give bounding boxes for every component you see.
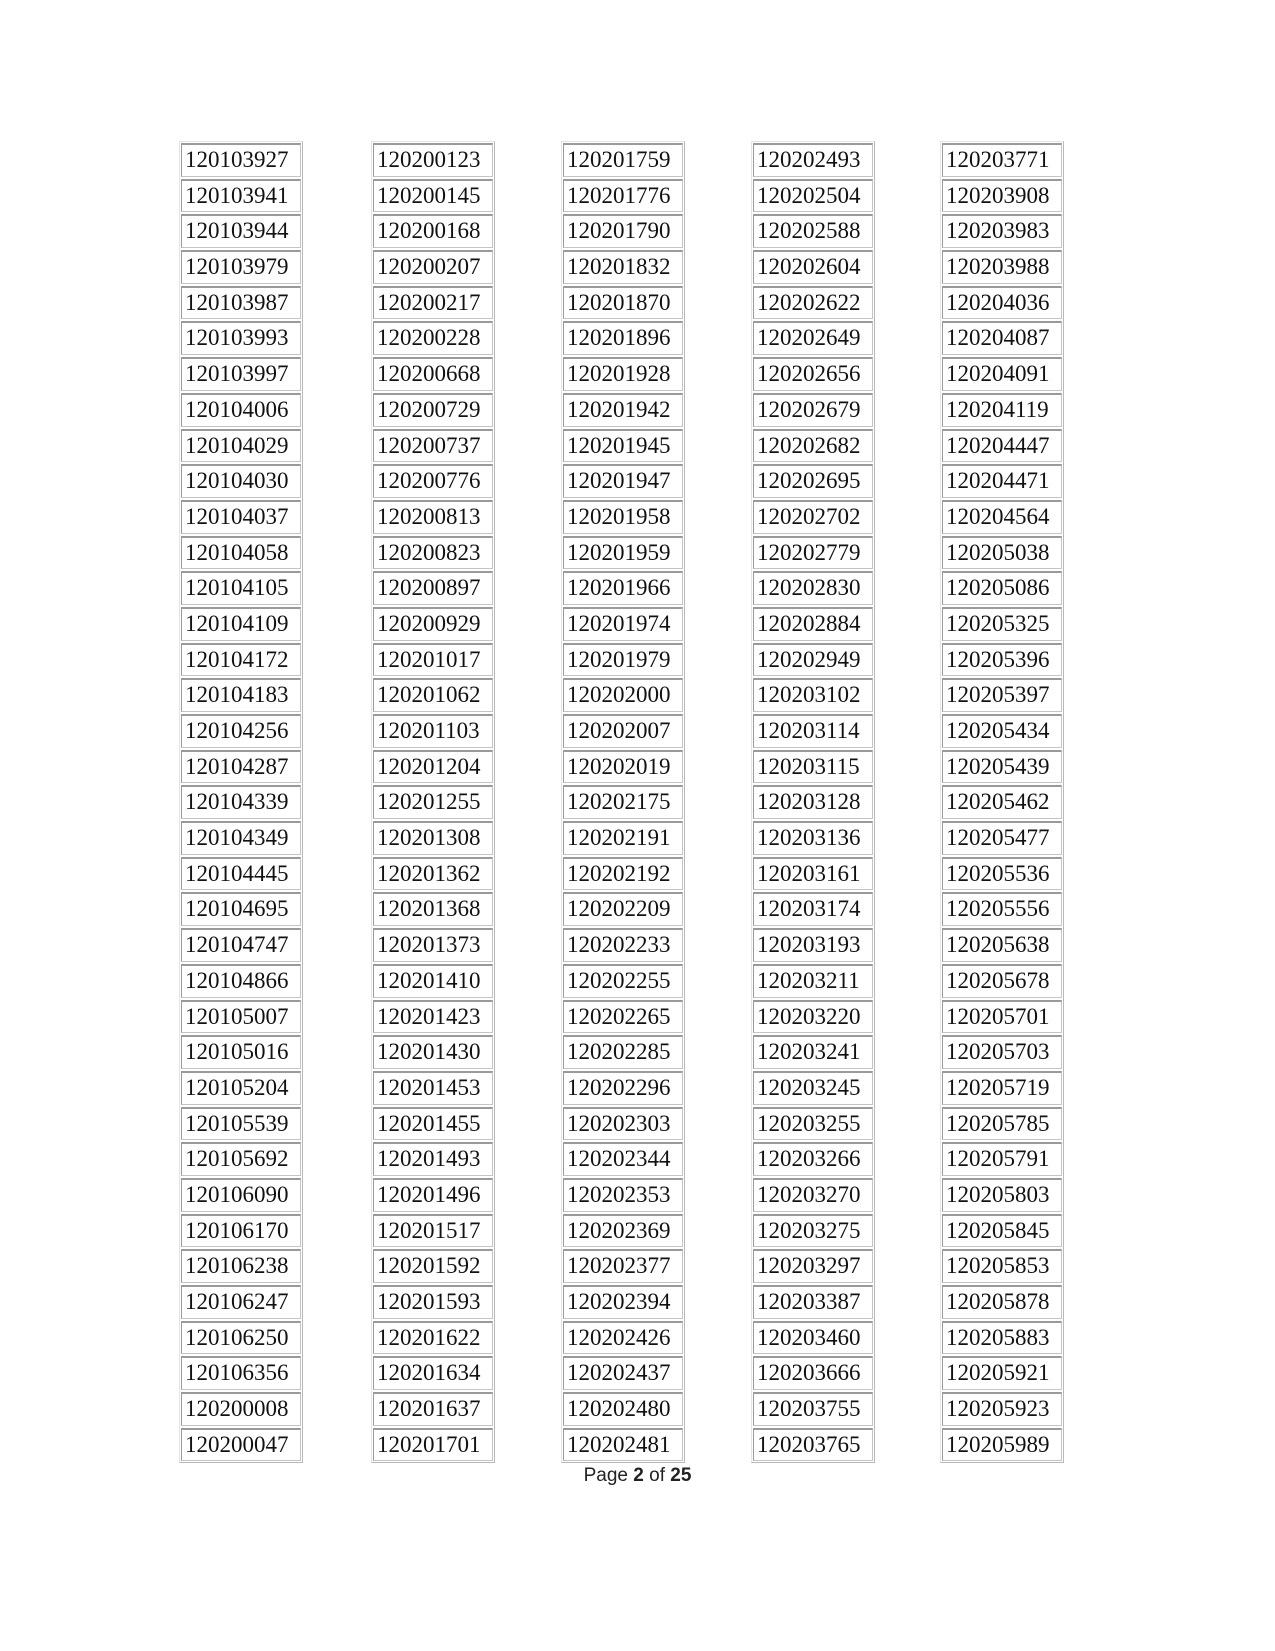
table-cell: 120104030 <box>181 464 301 498</box>
table-cell: 120202504 <box>753 179 873 213</box>
table-cell: 120201362 <box>373 857 493 891</box>
table-cell: 120201928 <box>563 357 683 391</box>
table-cell: 120200228 <box>373 321 493 355</box>
table-cell: 120203666 <box>753 1356 873 1390</box>
table-cell: 120104183 <box>181 678 301 712</box>
table-cell: 120203266 <box>753 1142 873 1176</box>
table-cell: 120201308 <box>373 821 493 855</box>
table-cell: 120200668 <box>373 357 493 391</box>
table-cell: 120201453 <box>373 1071 493 1105</box>
table-cell: 120202702 <box>753 500 873 534</box>
table-cell: 120203270 <box>753 1178 873 1212</box>
table-cell: 120201103 <box>373 714 493 748</box>
table-cell: 120103941 <box>181 179 301 213</box>
table-cell: 120205462 <box>942 785 1062 819</box>
table-cell: 120205791 <box>942 1142 1062 1176</box>
table-cell: 120201974 <box>563 607 683 641</box>
table-cell: 120201959 <box>563 536 683 570</box>
table-cell: 120201701 <box>373 1428 493 1462</box>
table-cell: 120201979 <box>563 643 683 677</box>
table-cell: 120200047 <box>181 1428 301 1462</box>
of-label: of <box>643 1465 671 1486</box>
table-cell: 120202344 <box>563 1142 683 1176</box>
table-cell: 120200217 <box>373 286 493 320</box>
table-cell: 120204119 <box>942 393 1062 427</box>
table-cell: 120203115 <box>753 750 873 784</box>
table-cell: 120201430 <box>373 1035 493 1069</box>
table-cell: 120200897 <box>373 571 493 605</box>
table-cell: 120203241 <box>753 1035 873 1069</box>
table-cell: 120203983 <box>942 214 1062 248</box>
current-page-number: 2 <box>633 1465 644 1486</box>
table-cell: 120202209 <box>563 892 683 926</box>
table-cell: 120205785 <box>942 1107 1062 1141</box>
table-cell: 120203211 <box>753 964 873 998</box>
table-cell: 120205853 <box>942 1249 1062 1283</box>
table-cell: 120204091 <box>942 357 1062 391</box>
number-column-2 <box>371 141 495 1463</box>
table-cell: 120202353 <box>563 1178 683 1212</box>
table-cell: 120200207 <box>373 250 493 284</box>
table-cell: 120202481 <box>563 1428 683 1462</box>
table-cell: 120205477 <box>942 821 1062 855</box>
table-cell: 120200737 <box>373 429 493 463</box>
table-cell: 120103993 <box>181 321 301 355</box>
table-cell: 120203102 <box>753 678 873 712</box>
table-cell: 120205638 <box>942 928 1062 962</box>
table-cell: 120201017 <box>373 643 493 677</box>
number-column-3 <box>561 141 685 1463</box>
table-cell: 120205396 <box>942 643 1062 677</box>
table-cell: 120202265 <box>563 1000 683 1034</box>
table-cell: 120103987 <box>181 286 301 320</box>
table-cell: 120104037 <box>181 500 301 534</box>
table-cell: 120201368 <box>373 892 493 926</box>
table-cell: 120202437 <box>563 1356 683 1390</box>
table-cell: 120201958 <box>563 500 683 534</box>
table-cell: 120205703 <box>942 1035 1062 1069</box>
table-cell: 120201896 <box>563 321 683 355</box>
table-cell: 120200145 <box>373 179 493 213</box>
table-cell: 120205989 <box>942 1428 1062 1462</box>
table-cell: 120202007 <box>563 714 683 748</box>
table-cell: 120201790 <box>563 214 683 248</box>
table-cell: 120205921 <box>942 1356 1062 1390</box>
table-cell: 120201634 <box>373 1356 493 1390</box>
table-cell: 120202377 <box>563 1249 683 1283</box>
table-cell: 120203255 <box>753 1107 873 1141</box>
page-label: Page <box>583 1465 634 1486</box>
table-cell: 120104006 <box>181 393 301 427</box>
table-cell: 120201423 <box>373 1000 493 1034</box>
table-cell: 120201455 <box>373 1107 493 1141</box>
table-cell: 120205878 <box>942 1285 1062 1319</box>
table-cell: 120105539 <box>181 1107 301 1141</box>
table-cell: 120200823 <box>373 536 493 570</box>
table-cell: 120202175 <box>563 785 683 819</box>
table-cell: 120106250 <box>181 1321 301 1355</box>
table-cell: 120106238 <box>181 1249 301 1283</box>
table-cell: 120201776 <box>563 179 683 213</box>
table-cell: 120104109 <box>181 607 301 641</box>
number-column-1 <box>179 141 303 1463</box>
table-cell: 120103979 <box>181 250 301 284</box>
table-cell: 120205883 <box>942 1321 1062 1355</box>
table-cell: 120201945 <box>563 429 683 463</box>
table-cell: 120202303 <box>563 1107 683 1141</box>
table-cell: 120201637 <box>373 1392 493 1426</box>
table-cell: 120203755 <box>753 1392 873 1426</box>
table-cell: 120205038 <box>942 536 1062 570</box>
table-cell: 120201373 <box>373 928 493 962</box>
table-cell: 120203161 <box>753 857 873 891</box>
table-cell: 120205719 <box>942 1071 1062 1105</box>
number-column-4 <box>751 141 875 1463</box>
table-cell: 120201410 <box>373 964 493 998</box>
table-cell: 120202296 <box>563 1071 683 1105</box>
page-footer <box>0 1465 1275 1487</box>
table-cell: 120104287 <box>181 750 301 784</box>
table-cell: 120202695 <box>753 464 873 498</box>
table-cell: 120201204 <box>373 750 493 784</box>
table-cell: 120200123 <box>373 143 493 177</box>
table-cell: 120205536 <box>942 857 1062 891</box>
table-cell: 120203136 <box>753 821 873 855</box>
table-cell: 120201947 <box>563 464 683 498</box>
table-cell: 120104058 <box>181 536 301 570</box>
table-cell: 120106356 <box>181 1356 301 1390</box>
table-cell: 120202679 <box>753 393 873 427</box>
table-cell: 120202426 <box>563 1321 683 1355</box>
table-cell: 120202192 <box>563 857 683 891</box>
table-cell: 120202285 <box>563 1035 683 1069</box>
table-cell: 120203128 <box>753 785 873 819</box>
table-cell: 120202019 <box>563 750 683 784</box>
table-cell: 120201759 <box>563 143 683 177</box>
table-cell: 120200729 <box>373 393 493 427</box>
table-cell: 120205397 <box>942 678 1062 712</box>
table-cell: 120105692 <box>181 1142 301 1176</box>
table-cell: 120201496 <box>373 1178 493 1212</box>
table-cell: 120203297 <box>753 1249 873 1283</box>
table-cell: 120103944 <box>181 214 301 248</box>
table-cell: 120204471 <box>942 464 1062 498</box>
table-cell: 120202394 <box>563 1285 683 1319</box>
table-cell: 120203460 <box>753 1321 873 1355</box>
table-cell: 120202649 <box>753 321 873 355</box>
table-cell: 120205556 <box>942 892 1062 926</box>
table-cell: 120204036 <box>942 286 1062 320</box>
table-cell: 120203193 <box>753 928 873 962</box>
table-cell: 120103927 <box>181 143 301 177</box>
table-cell: 120202656 <box>753 357 873 391</box>
table-cell: 120201592 <box>373 1249 493 1283</box>
table-cell: 120104349 <box>181 821 301 855</box>
table-cell: 120205325 <box>942 607 1062 641</box>
table-cell: 120202000 <box>563 678 683 712</box>
table-cell: 120103997 <box>181 357 301 391</box>
table-cell: 120202255 <box>563 964 683 998</box>
table-cell: 120104339 <box>181 785 301 819</box>
table-cell: 120201942 <box>563 393 683 427</box>
table-cell: 120200776 <box>373 464 493 498</box>
table-cell: 120205803 <box>942 1178 1062 1212</box>
table-cell: 120202233 <box>563 928 683 962</box>
table-cell: 120202588 <box>753 214 873 248</box>
table-cell: 120203245 <box>753 1071 873 1105</box>
table-cell: 120205845 <box>942 1214 1062 1248</box>
table-cell: 120200168 <box>373 214 493 248</box>
table-cell: 120202369 <box>563 1214 683 1248</box>
table-cell: 120201622 <box>373 1321 493 1355</box>
table-cell: 120203114 <box>753 714 873 748</box>
table-cell: 120202622 <box>753 286 873 320</box>
table-cell: 120104866 <box>181 964 301 998</box>
table-cell: 120205923 <box>942 1392 1062 1426</box>
table-cell: 120204087 <box>942 321 1062 355</box>
table-cell: 120202191 <box>563 821 683 855</box>
table-cell: 120203174 <box>753 892 873 926</box>
table-cell: 120104105 <box>181 571 301 605</box>
table-cell: 120205434 <box>942 714 1062 748</box>
table-cell: 120202884 <box>753 607 873 641</box>
table-cell: 120104747 <box>181 928 301 962</box>
table-cell: 120204447 <box>942 429 1062 463</box>
table-cell: 120104695 <box>181 892 301 926</box>
table-cell: 120106247 <box>181 1285 301 1319</box>
table-cell: 120203988 <box>942 250 1062 284</box>
number-column-5 <box>940 141 1064 1463</box>
table-cell: 120202480 <box>563 1392 683 1426</box>
table-cell: 120201870 <box>563 286 683 320</box>
table-cell: 120200008 <box>181 1392 301 1426</box>
table-cell: 120200813 <box>373 500 493 534</box>
table-cell: 120202779 <box>753 536 873 570</box>
table-cell: 120203765 <box>753 1428 873 1462</box>
table-cell: 120201255 <box>373 785 493 819</box>
table-cell: 120201062 <box>373 678 493 712</box>
table-cell: 120201832 <box>563 250 683 284</box>
table-cell: 120202493 <box>753 143 873 177</box>
table-cell: 120201517 <box>373 1214 493 1248</box>
table-cell: 120205678 <box>942 964 1062 998</box>
table-cell: 120202682 <box>753 429 873 463</box>
table-cell: 120203220 <box>753 1000 873 1034</box>
total-pages-number: 25 <box>670 1465 692 1486</box>
table-cell: 120203771 <box>942 143 1062 177</box>
table-cell: 120201593 <box>373 1285 493 1319</box>
table-cell: 120202604 <box>753 250 873 284</box>
table-cell: 120203387 <box>753 1285 873 1319</box>
table-cell: 120104029 <box>181 429 301 463</box>
table-cell: 120204564 <box>942 500 1062 534</box>
table-cell: 120104445 <box>181 857 301 891</box>
table-cell: 120203275 <box>753 1214 873 1248</box>
table-cell: 120205086 <box>942 571 1062 605</box>
table-cell: 120105204 <box>181 1071 301 1105</box>
table-cell: 120201493 <box>373 1142 493 1176</box>
table-cell: 120202830 <box>753 571 873 605</box>
table-cell: 120105007 <box>181 1000 301 1034</box>
table-cell: 120106090 <box>181 1178 301 1212</box>
table-cell: 120104256 <box>181 714 301 748</box>
table-cell: 120106170 <box>181 1214 301 1248</box>
table-cell: 120203908 <box>942 179 1062 213</box>
table-cell: 120105016 <box>181 1035 301 1069</box>
table-cell: 120201966 <box>563 571 683 605</box>
table-cell: 120202949 <box>753 643 873 677</box>
table-cell: 120205701 <box>942 1000 1062 1034</box>
table-cell: 120200929 <box>373 607 493 641</box>
table-cell: 120104172 <box>181 643 301 677</box>
table-cell: 120205439 <box>942 750 1062 784</box>
